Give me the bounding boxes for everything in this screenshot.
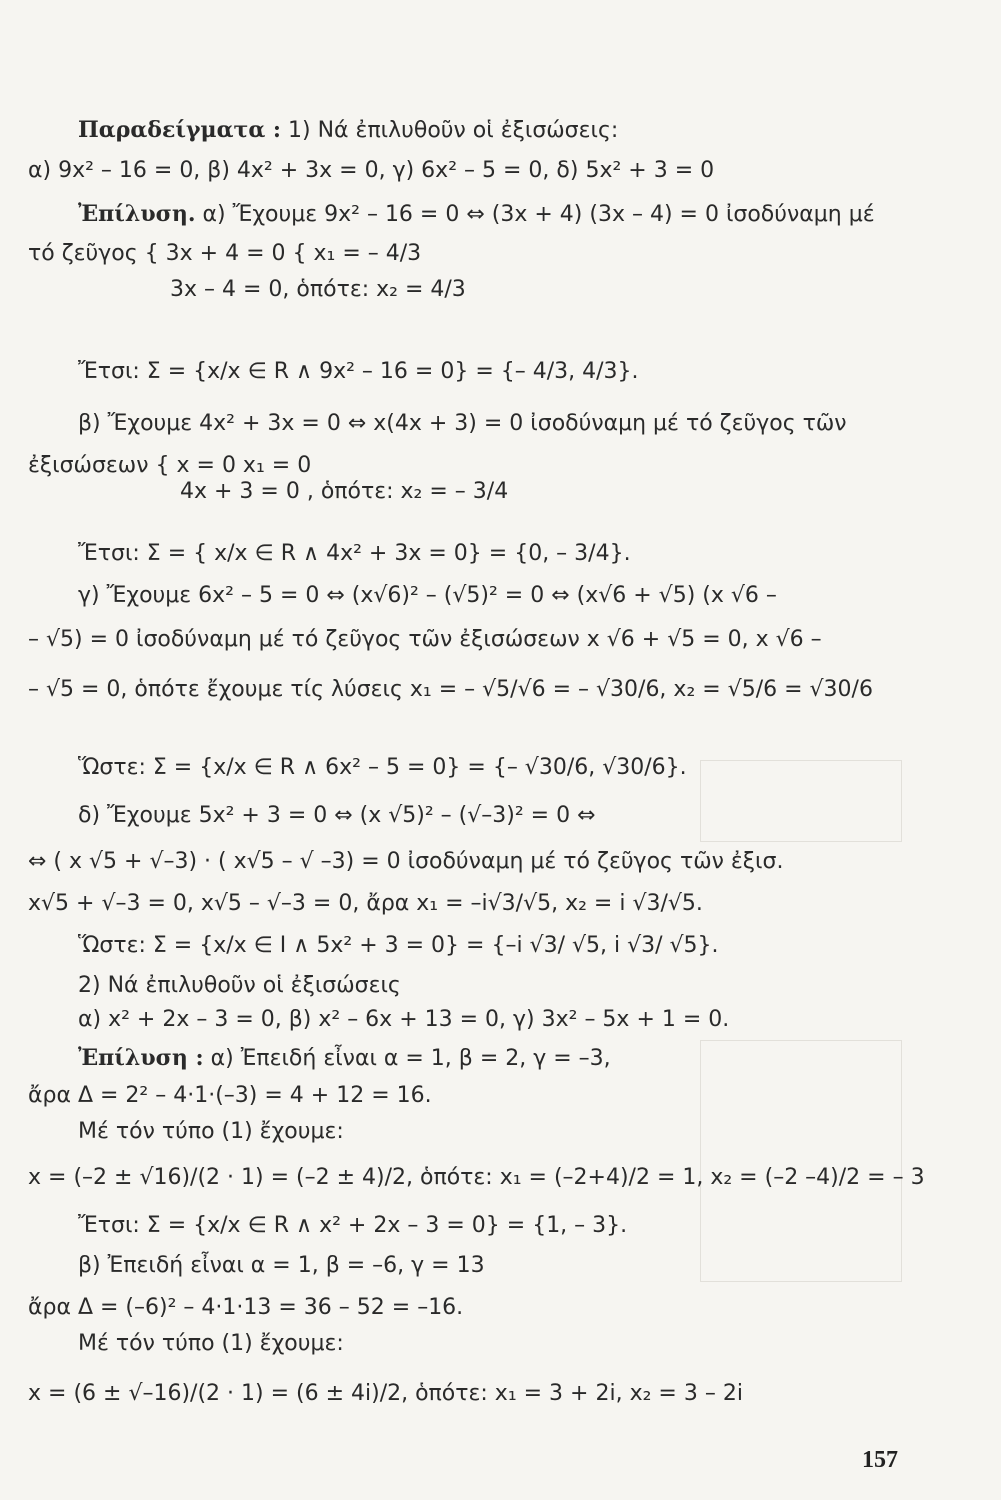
set-b: Ἔτσι: Σ = { x/x ∈ R ∧ 4x² + 3x = 0} = {0, – 3/4}. xyxy=(78,541,631,566)
example-2-heading: 2) Νά ἐπιλυθοῦν οἱ ἐξισώσεις xyxy=(78,973,401,998)
example-2-equations: α) x² + 2x – 3 = 0, β) x² – 6x + 13 = 0, γ) 3x² – 5x + 1 = 0. xyxy=(78,1007,730,1032)
solution-c-intro: γ) Ἔχουμε 6x² – 5 = 0 ⇔ (x√6)² – (√5)² = 0 ⇔ (x√6 + √5) (x √6 – xyxy=(78,583,777,608)
pair-a-line2: 3x – 4 = 0, ὁπότε: x₂ = 4/3 xyxy=(170,277,466,302)
solution-2b-intro: β) Ἐπειδή εἶναι α = 1, β = –6, γ = 13 xyxy=(78,1253,485,1278)
set-c: Ὥστε: Σ = {x/x ∈ R ∧ 6x² – 5 = 0} = {– √30/6, √30/6}. xyxy=(78,755,687,780)
formula-intro-a: Μέ τόν τύπο (1) ἔχουμε: xyxy=(78,1119,344,1144)
roots-a: x = (–2 ± √16)/(2 · 1) = (–2 ± 4)/2, ὁπότε: x₁ = (–2+4)/2 = 1, x₂ = (–2 –4)/2 = – 3 xyxy=(28,1165,925,1190)
pair-b-line1: ἐξισώσεων { x = 0 x₁ = 0 xyxy=(28,453,312,478)
solution-2a-intro: Ἐπίλυση : α) Ἐπειδή εἶναι α = 1, β = 2, γ = –3, xyxy=(78,1045,611,1071)
discriminant-a: ἄρα Δ = 2² – 4·1·(–3) = 4 + 12 = 16. xyxy=(28,1083,432,1108)
solution-d-line3: x√5 + √–3 = 0, x√5 – √–3 = 0, ἄρα x₁ = –i√3/√5, x₂ = i √3/√5. xyxy=(28,891,703,916)
pair-a-line1: τό ζεῦγος { 3x + 4 = 0 { x₁ = – 4/3 xyxy=(28,241,422,266)
equations-line: α) 9x² – 16 = 0, β) 4x² + 3x = 0, γ) 6x² – 5 = 0, δ) 5x² + 3 = 0 xyxy=(28,158,715,183)
formula-intro-b: Μέ τόν τύπο (1) ἔχουμε: xyxy=(78,1331,344,1356)
page-number: 157 xyxy=(862,1447,898,1473)
solution-a-intro: Ἐπίλυση. α) Ἔχουμε 9x² – 16 = 0 ⇔ (3x + 4) (3x – 4) = 0 ἰσοδύναμη μέ xyxy=(78,201,875,227)
examples-heading: Παραδείγματα : 1) Νά ἐπιλυθοῦν οἱ ἐξισώσεις: xyxy=(78,117,619,143)
roots-b: x = (6 ± √–16)/(2 · 1) = (6 ± 4i)/2, ὁπότε: x₁ = 3 + 2i, x₂ = 3 – 2i xyxy=(28,1381,743,1406)
pair-b-line2: 4x + 3 = 0 , ὁπότε: x₂ = – 3/4 xyxy=(180,479,509,504)
solution-c-line2: – √5) = 0 ἰσοδύναμη μέ τό ζεῦγος τῶν ἐξισώσεων x √6 + √5 = 0, x √6 – xyxy=(28,627,822,652)
set-a: Ἔτσι: Σ = {x/x ∈ R ∧ 9x² – 16 = 0} = {– 4/3, 4/3}. xyxy=(78,359,639,384)
set-2a: Ἔτσι: Σ = {x/x ∈ R ∧ x² + 2x – 3 = 0} = {1, – 3}. xyxy=(78,1213,628,1238)
solution-d-line2: ⇔ ( x √5 + √–3) · ( x√5 – √ –3) = 0 ἰσοδύναμη μέ τό ζεῦγος τῶν ἐξισ. xyxy=(28,849,784,874)
solution-d-intro: δ) Ἔχουμε 5x² + 3 = 0 ⇔ (x √5)² – (√–3)² = 0 ⇔ xyxy=(78,803,596,828)
bleed-through-box xyxy=(700,760,902,842)
discriminant-b: ἄρα Δ = (–6)² – 4·1·13 = 36 – 52 = –16. xyxy=(28,1295,464,1320)
solution-c-line3: – √5 = 0, ὁπότε ἔχουμε τίς λύσεις x₁ = – √5/√6 = – √30/6, x₂ = √5/6 = √30/6 xyxy=(28,677,873,702)
bleed-through-box xyxy=(700,1040,902,1282)
set-d: Ὥστε: Σ = {x/x ∈ I ∧ 5x² + 3 = 0} = {–i √3/ √5, i √3/ √5}. xyxy=(78,933,719,958)
solution-b-intro: β) Ἔχουμε 4x² + 3x = 0 ⇔ x(4x + 3) = 0 ἰσοδύναμη μέ τό ζεῦγος τῶν xyxy=(78,411,847,436)
